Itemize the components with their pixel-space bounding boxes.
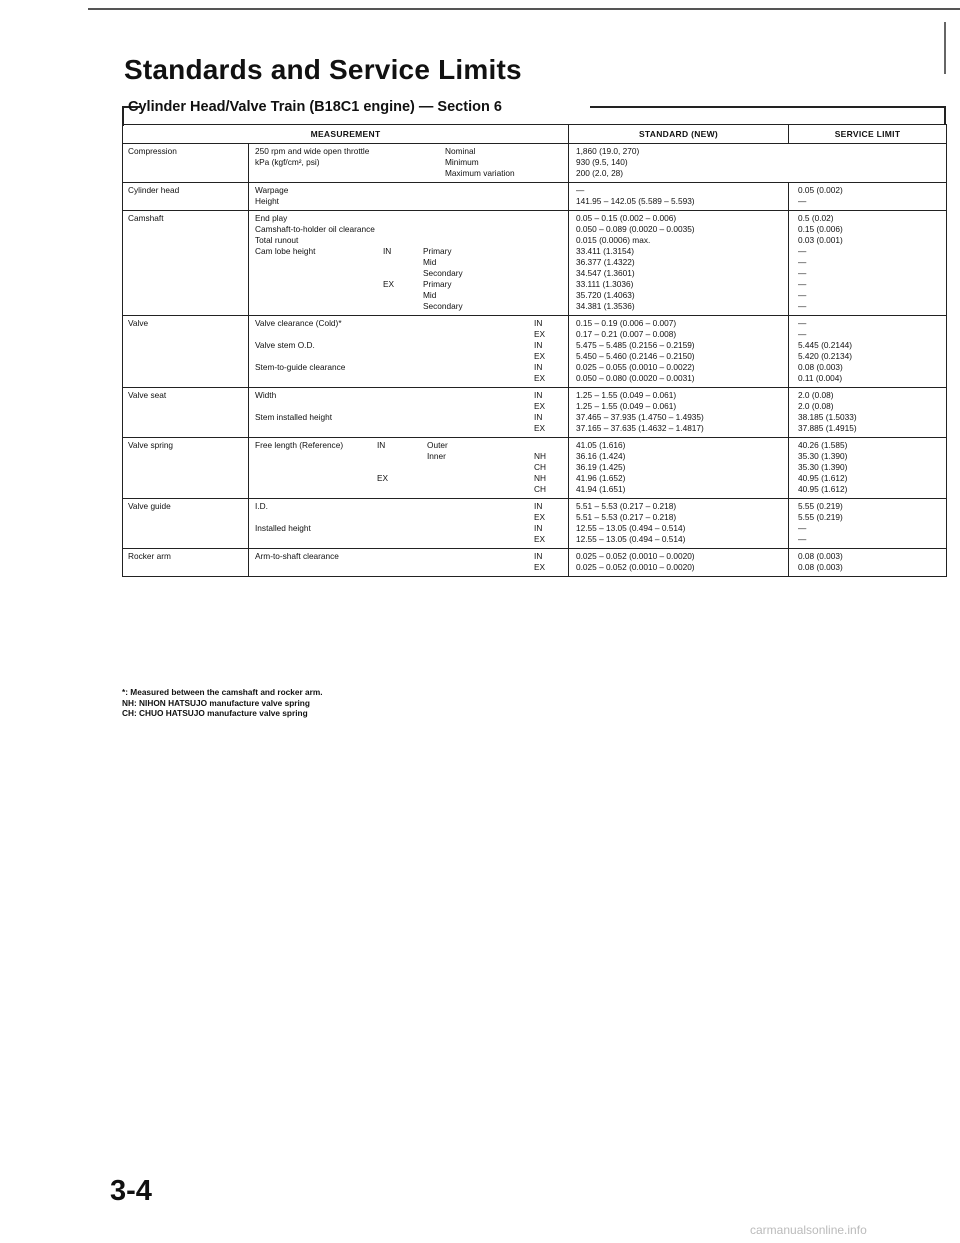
standard-value: 1.25 – 1.55 (0.049 – 0.061) [576, 401, 677, 411]
measure-item: Width [255, 390, 277, 400]
standard-value: — [576, 185, 585, 195]
cam-lobe: Mid [423, 290, 437, 300]
cam-lobe: Secondary [423, 301, 463, 311]
table-row [123, 499, 947, 549]
side-label: EX [534, 373, 546, 383]
side-label: IN [534, 412, 543, 422]
side-label: IN [534, 340, 543, 350]
cam-lobe: Mid [423, 257, 437, 267]
limit-value: — [798, 534, 807, 544]
header-measurement: MEASUREMENT [123, 125, 569, 144]
limit-value: — [798, 279, 807, 289]
measure-item [255, 512, 534, 523]
cam-in-label: IN [383, 246, 392, 256]
limit-value: — [798, 318, 807, 328]
row-limit [789, 549, 947, 577]
row-standard [569, 183, 789, 211]
maker-label: CH [534, 462, 546, 472]
side-label: IN [534, 390, 543, 400]
header-limit: SERVICE LIMIT [789, 125, 947, 144]
limit-value: — [798, 523, 807, 533]
side-label: EX [534, 351, 546, 361]
row-limit [789, 499, 947, 549]
standard-value: 12.55 – 13.05 (0.494 – 0.514) [576, 534, 686, 544]
frame-trail [590, 106, 946, 108]
row-category: Valve spring [123, 438, 249, 499]
row-category: Rocker arm [123, 549, 249, 577]
limit-value: 2.0 (0.08) [798, 401, 834, 411]
spring-inner: Inner [427, 451, 446, 461]
limit-value: 40.95 (1.612) [798, 473, 848, 483]
side-label: IN [534, 523, 543, 533]
row-limit [789, 183, 947, 211]
standard-value: 36.377 (1.4322) [576, 257, 635, 267]
limit-value: 35.30 (1.390) [798, 451, 848, 461]
limit-value: 0.15 (0.006) [798, 224, 843, 234]
limit-value: 5.420 (0.2134) [798, 351, 852, 361]
cam-lobe: Primary [423, 246, 452, 256]
measure-item: Warpage [255, 185, 289, 195]
measure-item [255, 401, 534, 412]
row-category: Valve guide [123, 499, 249, 549]
measure-item: End play [255, 213, 288, 223]
standard-value: 5.51 – 5.53 (0.217 – 0.218) [576, 501, 677, 511]
limit-value: 0.08 (0.003) [798, 562, 843, 572]
standard-value: 0.05 – 0.15 (0.002 – 0.006) [576, 213, 677, 223]
limit-value: 5.445 (0.2144) [798, 340, 852, 350]
measure-item: Stem installed height [255, 412, 333, 422]
measure-item [255, 562, 534, 573]
row-standard [569, 549, 789, 577]
watermark: carmanualsonline.info [750, 1223, 867, 1237]
spec-table [122, 124, 947, 577]
limit-value: 40.95 (1.612) [798, 484, 848, 494]
row-limit [789, 438, 947, 499]
row-measurement [249, 183, 569, 211]
footnote: *: Measured between the camshaft and rocker arm. [122, 687, 323, 697]
standard-value: 33.411 (1.3154) [576, 246, 634, 256]
limit-value: 38.185 (1.5033) [798, 412, 857, 422]
side-label: EX [534, 401, 546, 411]
row-category: Valve seat [123, 388, 249, 438]
standard-value: 37.465 – 37.935 (1.4750 – 1.4935) [576, 412, 704, 422]
maker-label: CH [534, 484, 546, 494]
row-standard [569, 316, 789, 388]
standard-value: 37.165 – 37.635 (1.4632 – 1.4817) [576, 423, 704, 433]
table-row [123, 183, 947, 211]
side-label: EX [534, 329, 546, 339]
side-label: EX [534, 562, 546, 572]
top-rule [88, 8, 960, 10]
standard-value: 0.050 – 0.089 (0.0020 – 0.0035) [576, 224, 695, 234]
standard-value: 0.050 – 0.080 (0.0020 – 0.0031) [576, 373, 695, 383]
standard-value: 0.17 – 0.21 (0.007 – 0.008) [576, 329, 677, 339]
standard-value: 5.475 – 5.485 (0.2156 – 0.2159) [576, 340, 695, 350]
spring-ex-label: EX [377, 473, 389, 483]
standard-value: 5.450 – 5.460 (0.2146 – 0.2150) [576, 351, 695, 361]
measure-item: Arm-to-shaft clearance [255, 551, 339, 561]
measure-item: Stem-to-guide clearance [255, 362, 346, 372]
row-measurement [249, 211, 569, 316]
header-standard: STANDARD (NEW) [569, 125, 789, 144]
measure-item: Total runout [255, 235, 299, 245]
row-category: Valve [123, 316, 249, 388]
limit-value: — [798, 257, 807, 267]
row-standard [569, 499, 789, 549]
measure-item: Valve clearance (Cold)* [255, 318, 342, 328]
page-number: 3-4 [110, 1175, 152, 1207]
limit-value: 5.55 (0.219) [798, 512, 843, 522]
limit-value: — [798, 301, 807, 311]
side-label: IN [534, 551, 543, 561]
standard-value: 930 (9.5, 140) [576, 157, 628, 167]
standard-value: 1,860 (19.0, 270) [576, 146, 640, 156]
row-measurement [249, 549, 569, 577]
measure-item [255, 534, 534, 545]
limit-value: — [798, 329, 807, 339]
limit-value: 0.08 (0.003) [798, 362, 843, 372]
measure-item [255, 351, 534, 362]
measure-item [255, 329, 534, 340]
standard-value: 36.16 (1.424) [576, 451, 626, 461]
side-label: IN [534, 362, 543, 372]
table-row [123, 549, 947, 577]
standard-value: 0.025 – 0.052 (0.0010 – 0.0020) [576, 551, 695, 561]
footnote: NH: NIHON HATSUJO manufacture valve spring [122, 697, 310, 708]
limit-value: 0.08 (0.003) [798, 551, 843, 561]
standard-value: 41.05 (1.616) [576, 440, 626, 450]
standard-value: 41.96 (1.652) [576, 473, 626, 483]
limit-value: — [798, 246, 807, 256]
standard-value: 1.25 – 1.55 (0.049 – 0.061) [576, 390, 677, 400]
limit-value: 0.11 (0.004) [798, 373, 843, 383]
frame-left [122, 106, 124, 126]
limit-value: — [798, 196, 807, 206]
table-row [123, 144, 947, 183]
table-row [123, 211, 947, 316]
row-category: Camshaft [123, 211, 249, 316]
side-label: EX [534, 512, 546, 522]
spring-outer: Outer [427, 440, 448, 450]
standard-value: 141.95 – 142.05 (5.589 – 5.593) [576, 196, 695, 206]
limit-value: 37.885 (1.4915) [798, 423, 857, 433]
standard-value: 34.547 (1.3601) [576, 268, 635, 278]
cam-lobe: Primary [423, 279, 452, 289]
measure-item: Height [255, 196, 279, 206]
limit-value: 5.55 (0.219) [798, 501, 843, 511]
measure-item: I.D. [255, 501, 268, 511]
limit-value: 2.0 (0.08) [798, 390, 834, 400]
row-category: Cylinder head [123, 183, 249, 211]
row-standard [569, 438, 789, 499]
row-measurement [249, 388, 569, 438]
standard-value: 0.15 – 0.19 (0.006 – 0.007) [576, 318, 677, 328]
compression-item: Nominal [445, 146, 476, 156]
row-measurement [249, 316, 569, 388]
row-standard [569, 388, 789, 438]
compression-item: Minimum [445, 157, 479, 167]
row-measurement [249, 499, 569, 549]
limit-value: 0.03 (0.001) [798, 235, 843, 245]
limit-value: — [798, 290, 807, 300]
side-label: IN [534, 501, 543, 511]
limit-value: 0.05 (0.002) [798, 185, 843, 195]
limit-value: 40.26 (1.585) [798, 440, 848, 450]
row-limit [789, 388, 947, 438]
measure-item: Installed height [255, 523, 311, 533]
corner-mark [944, 22, 946, 74]
row-measurement [249, 144, 569, 183]
page-title: Standards and Service Limits [124, 54, 522, 85]
standard-value: 5.51 – 5.53 (0.217 – 0.218) [576, 512, 677, 522]
row-limit [789, 316, 947, 388]
measure-item: Camshaft-to-holder oil clearance [255, 224, 375, 234]
row-category: Compression [123, 144, 249, 183]
side-label: EX [534, 423, 546, 433]
table-row [123, 388, 947, 438]
compression-item: Maximum variation [445, 168, 515, 178]
limit-value: — [798, 268, 807, 278]
cam-lobe-label: Cam lobe height [255, 246, 316, 256]
measure-item [255, 423, 534, 434]
section-heading: Cylinder Head/Valve Train (B18C1 engine) — Section 6 [128, 99, 502, 115]
standard-value: 35.720 (1.4063) [576, 290, 635, 300]
row-standard [569, 211, 789, 316]
maker-label: NH [534, 451, 546, 461]
standard-value: 12.55 – 13.05 (0.494 – 0.514) [576, 523, 686, 533]
maker-label: NH [534, 473, 546, 483]
cam-lobe: Secondary [423, 268, 463, 278]
standard-value: 36.19 (1.425) [576, 462, 626, 472]
standard-value: 0.015 (0.0006) max. [576, 235, 651, 245]
measure-item [255, 373, 534, 384]
limit-value: 0.5 (0.02) [798, 213, 834, 223]
side-label: EX [534, 534, 546, 544]
footnotes [122, 687, 323, 719]
footnote: CH: CHUO HATSUJO manufacture valve spring [122, 708, 308, 718]
row-limit [789, 211, 947, 316]
spring-in-label: IN [377, 440, 386, 450]
standard-value: 0.025 – 0.052 (0.0010 – 0.0020) [576, 562, 695, 572]
frame-right [944, 106, 946, 124]
measure-item: Valve stem O.D. [255, 340, 315, 350]
standard-value: 33.111 (1.3036) [576, 279, 634, 289]
side-label: IN [534, 318, 543, 328]
table-row [123, 438, 947, 499]
table-header-row [123, 125, 947, 144]
limit-value: 35.30 (1.390) [798, 462, 848, 472]
standard-value: 34.381 (1.3536) [576, 301, 635, 311]
cam-ex-label: EX [383, 279, 395, 289]
spring-label: Free length (Reference) [255, 440, 344, 450]
table-row [123, 316, 947, 388]
standard-value: 200 (2.0, 28) [576, 168, 624, 178]
standard-value: 0.025 – 0.055 (0.0010 – 0.0022) [576, 362, 695, 372]
row-measurement [249, 438, 569, 499]
compression-desc: 250 rpm and wide open throttle [255, 146, 370, 156]
standard-value: 41.94 (1.651) [576, 484, 626, 494]
compression-unit: kPa (kgf/cm², psi) [255, 157, 320, 167]
row-standard [569, 144, 947, 183]
